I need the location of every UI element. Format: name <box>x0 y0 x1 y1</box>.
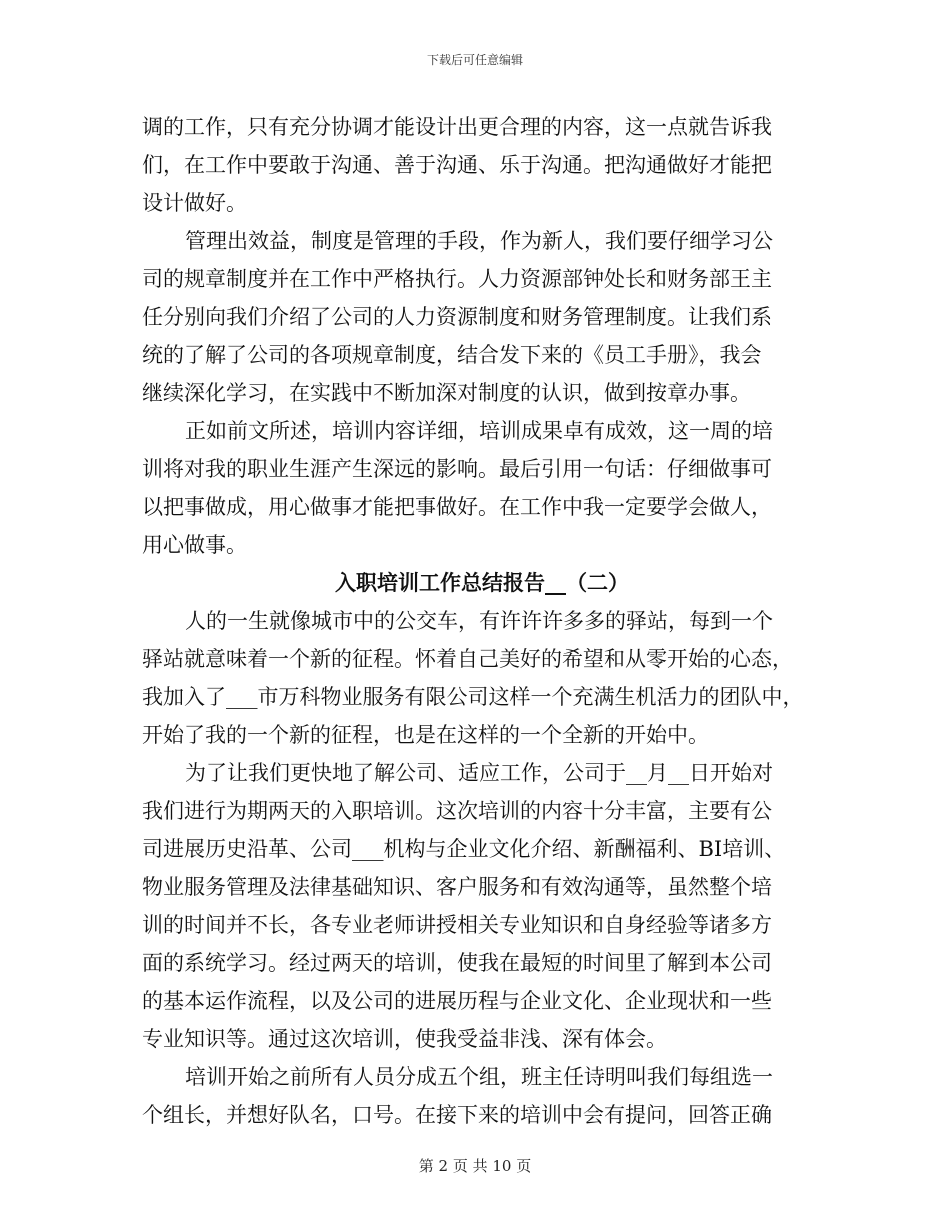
paragraph-start-line: 管理出效益，制度是管理的手段，作为新人，我们要仔细学习公 <box>185 229 773 253</box>
page-number-footer: 第 2 页 共 10 页 <box>418 1157 532 1175</box>
paragraph-start-line: 培训开始之前所有人员分成五个组，班主任诗明叫我们每组选一 <box>185 1065 773 1089</box>
text-line: 司的规章制度并在工作中严格执行。人力资源部钟处长和财务部王主 <box>142 267 772 291</box>
text-line: 的基本运作流程，以及公司的进展历程与企业文化、企业现状和一些 <box>142 989 772 1013</box>
text-line: 开始了我的一个新的征程，也是在这样的一个全新的开始中。 <box>142 723 709 747</box>
paragraph-start-line: 为了让我们更快地了解公司、适应工作，公司于__月__日开始对 <box>185 761 773 785</box>
section-heading: 入职培训工作总结报告__（二） <box>335 570 629 595</box>
text-line: 我加入了___市万科物业服务有限公司这样一个充满生机活力的团队中， <box>142 685 804 709</box>
text-line: 调的工作，只有充分协调才能设计出更合理的内容，这一点就告诉我 <box>142 115 772 139</box>
text-line: 统的了解了公司的各项规章制度，结合发下来的《员工手册》，我会 <box>142 343 762 367</box>
text-line: 训将对我的职业生涯产生深远的影响。最后引用一句话：仔细做事可 <box>142 457 772 481</box>
text-line: 专业知识等。通过这次培训，使我受益非浅、深有体会。 <box>142 1027 667 1051</box>
text-line: 司进展历史沿革、公司___机构与企业文化介绍、新酬福利、BI培训、 <box>142 837 786 861</box>
text-line: 我们进行为期两天的入职培训。这次培训的内容十分丰富，主要有公 <box>142 799 772 823</box>
text-line: 继续深化学习，在实践中不断加深对制度的认识，做到按章办事。 <box>142 381 751 405</box>
text-line: 物业服务管理及法律基础知识、客户服务和有效沟通等，虽然整个培 <box>142 875 772 899</box>
text-line: 面的系统学习。经过两天的培训，使我在最短的时间里了解到本公司 <box>142 951 772 975</box>
text-line: 任分别向我们介绍了公司的人力资源制度和财务管理制度。让我们系 <box>142 305 772 329</box>
text-line: 们，在工作中要敢于沟通、善于沟通、乐于沟通。把沟通做好才能把 <box>142 153 772 177</box>
document-body <box>142 108 822 1134</box>
text-line: 驿站就意味着一个新的征程。怀着自己美好的希望和从零开始的心态， <box>142 647 793 671</box>
paragraph-start-line: 正如前文所述，培训内容详细，培训成果卓有成效，这一周的培 <box>185 419 773 443</box>
text-line: 训的时间并不长，各专业老师讲授相关专业知识和自身经验等诸多方 <box>142 913 772 937</box>
text-line: 以把事做成，用心做事才能把事做好。在工作中我一定要学会做人， <box>142 495 772 519</box>
text-line: 个组长，并想好队名，口号。在接下来的培训中会有提问，回答正确 <box>142 1103 772 1127</box>
text-line: 设计做好。 <box>142 191 247 215</box>
text-line: 用心做事。 <box>142 533 247 557</box>
paragraph-start-line: 人的一生就像城市中的公交车，有许许许多多的驿站，每到一个 <box>185 609 773 633</box>
page-header-note: 下载后可任意编辑 <box>426 53 523 67</box>
